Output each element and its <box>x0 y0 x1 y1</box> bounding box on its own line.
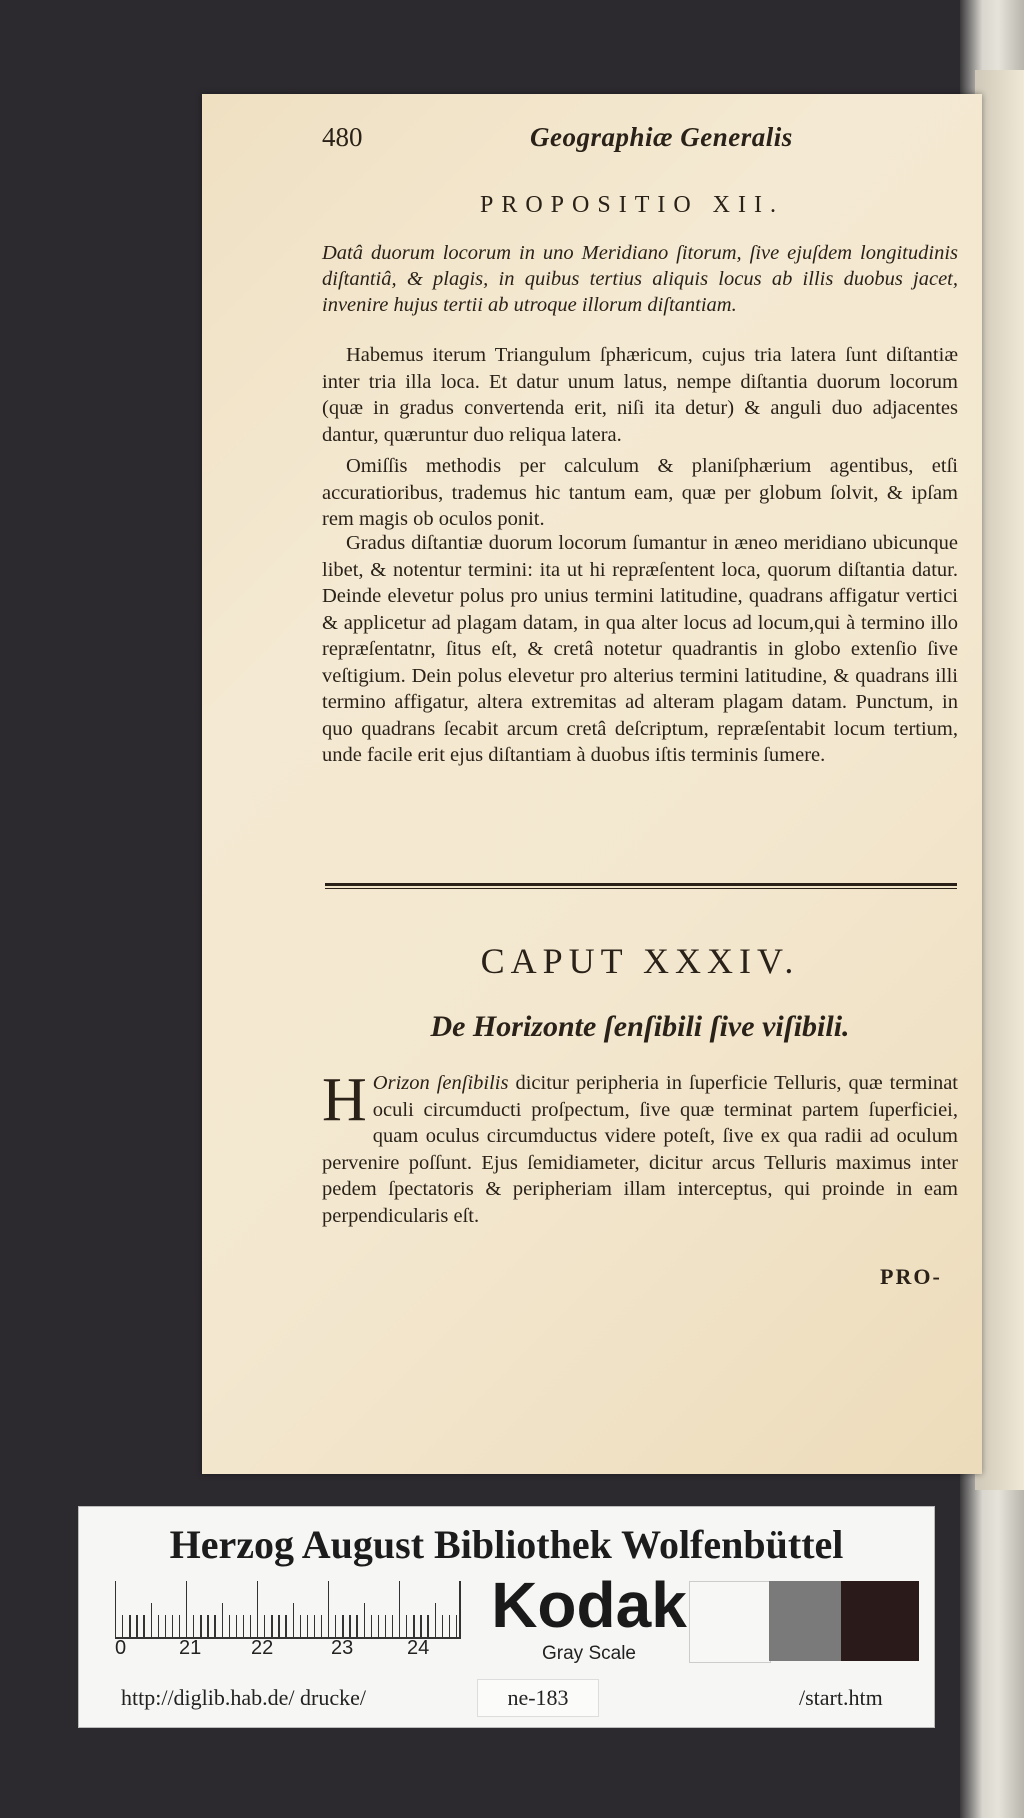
ruler-tick <box>449 1615 450 1637</box>
ruler-tick <box>456 1615 457 1637</box>
ruler-tick <box>314 1615 315 1637</box>
paragraph-1: Habemus iterum Triangulum ſphæricum, cujus tria latera ſunt diſtantiæ inter tria illa loca. Et datur unum latus, nempe diſtantia duorum locorum (quæ in gradus convertenda erit, niſi ita detur) & anguli duo adjacentes dantur, quæruntur duo reliqua latera. <box>322 344 958 446</box>
ruler-tick <box>186 1581 187 1637</box>
kodak-logo: Kodak <box>491 1569 687 1641</box>
library-name: Herzog August Bibliothek Wolfenbüttel <box>169 1522 844 1567</box>
chapter-lead-term: Orizon ſenſibilis <box>372 1072 509 1094</box>
ruler-tick <box>236 1615 237 1637</box>
chapter-heading: CAPUT XXXIV. <box>480 941 800 981</box>
ruler-tick <box>349 1615 350 1637</box>
ruler-tick <box>371 1615 372 1637</box>
ruler-tick <box>378 1615 379 1637</box>
ruler-tick <box>335 1615 336 1637</box>
ruler-tick <box>300 1615 301 1637</box>
running-title: Geographiæ Generalis <box>530 122 793 152</box>
paragraph-3: Gradus diſtantiæ duorum locorum ſumantur in æneo meridiano ubicunque libet, & notentur termini: ita ut hi repræſentent loca, quorum diſtantia datur. Deinde elevetur polus pro unius termini latitudine, quadrans affigatur vertici & applicetur ad plagam datam, in qua alter locus ad locum,qui à termino illo repræſentatnr, ſitus eſt, & cretâ notetur quadrantis in globo extenſio ſive veſtigium. Dein polus elevetur pro alterius termini latitudine, & quadrans illi termino affigatur, altera extremitas ad alteram plagam datam. Punctum, in quo quadrans ſecabit arcum cretâ deſcriptum, repræſentabit locum tertium, unde facile erit ejus diſtantiam à duobus iſtis terminis ſumere. <box>322 532 958 766</box>
ruler-number: 23 <box>331 1637 354 1659</box>
url-suffix: /start.htm <box>799 1685 883 1710</box>
ruler-tick <box>257 1581 258 1637</box>
ruler-tick <box>413 1615 414 1637</box>
ruler-tick <box>179 1615 180 1637</box>
ruler-number: 21 <box>179 1637 202 1659</box>
ruler-number: 22 <box>251 1637 274 1659</box>
paragraph-2: Omiſſis methodis per calculum & planiſphærium agentibus, etſi accuratioribus, trademus hic tantum eam, quæ per globum ſolvit, & ipſam rem magis ob oculos ponit. <box>322 455 958 530</box>
ruler-tick <box>129 1615 130 1637</box>
ruler-tick <box>172 1615 173 1637</box>
ruler-tick <box>442 1615 443 1637</box>
ruler-tick <box>293 1603 294 1637</box>
ruler-number: 0 <box>115 1637 127 1659</box>
ruler-tick <box>406 1615 407 1637</box>
volume-code: ne-183 <box>477 1679 599 1717</box>
ruler-tick <box>200 1615 201 1637</box>
drop-capital: H <box>322 1066 367 1134</box>
ruler-tick <box>165 1615 166 1637</box>
chapter-body: dicitur peripheria in ſuperficie Telluris, quæ terminat oculi circumducti proſpectum, ſive quæ terminat partem ſuperficiei, quam oculus circumductus videre poteſt, ſive ex qua radii ad oculum pervenire poſſunt. Ejus ſemidiameter, dicitur arcus Telluris maximus inter pedem ſpectatoris & peripheriam illam interceptus, qui proinde in eam perpendicularis eſt. <box>322 1072 958 1227</box>
ruler-tick <box>356 1615 357 1637</box>
ruler-tick <box>229 1615 230 1637</box>
ruler-tick <box>435 1603 436 1637</box>
ruler-number: 24 <box>407 1637 430 1659</box>
gray-scale-label: Gray Scale <box>542 1643 636 1664</box>
ruler-tick <box>115 1581 116 1637</box>
ruler-tick <box>193 1615 194 1637</box>
ruler-tick <box>158 1615 159 1637</box>
section-divider <box>325 883 957 886</box>
page-number: 480 <box>322 122 363 152</box>
ruler-tick <box>307 1615 308 1637</box>
ruler-tick <box>342 1615 343 1637</box>
ruler-tick <box>250 1615 251 1637</box>
ruler-tick <box>285 1615 286 1637</box>
url-prefix: http://diglib.hab.de/ drucke/ <box>121 1685 367 1710</box>
ruler-tick <box>243 1615 244 1637</box>
running-head <box>322 122 932 162</box>
ruler-tick <box>207 1615 208 1637</box>
ruler-tick <box>385 1615 386 1637</box>
ruler-tick <box>328 1581 329 1637</box>
ruler-tick <box>136 1615 137 1637</box>
ruler-tick <box>264 1615 265 1637</box>
chapter-subtitle: De Horizonte ſenſibili ſive viſibili. <box>430 1010 850 1043</box>
proposition-heading: PROPOSITIO XII. <box>479 192 784 218</box>
ruler-tick <box>222 1603 223 1637</box>
measurement-ruler <box>115 1581 461 1639</box>
ruler-tick <box>427 1615 428 1637</box>
white-swatch <box>689 1581 771 1663</box>
ruler-tick <box>143 1615 144 1637</box>
ruler-tick <box>214 1615 215 1637</box>
ruler-tick <box>271 1615 272 1637</box>
ruler-tick <box>278 1615 279 1637</box>
ruler-tick <box>420 1615 421 1637</box>
ruler-tick <box>364 1603 365 1637</box>
catchword: PRO- <box>880 1264 942 1289</box>
ruler-tick <box>321 1615 322 1637</box>
ruler-tick <box>392 1615 393 1637</box>
ruler-tick <box>151 1603 152 1637</box>
ruler-tick <box>399 1581 400 1637</box>
facing-page-edge <box>975 70 1024 1490</box>
library-color-card <box>78 1506 935 1728</box>
proposition-statement: Datâ duorum locorum in uno Meridiano ſitorum, ſive ejuſdem longitudinis diſtantiâ, & plagis, in quibus tertius aliquis locus ab illis duobus jacet, invenire hujus tertii ab utroque illorum diſtantiam. <box>322 242 958 316</box>
ruler-tick <box>122 1615 123 1637</box>
gray-swatch <box>769 1581 841 1661</box>
chapter-paragraph <box>322 1066 958 1229</box>
black-swatch <box>841 1581 919 1661</box>
